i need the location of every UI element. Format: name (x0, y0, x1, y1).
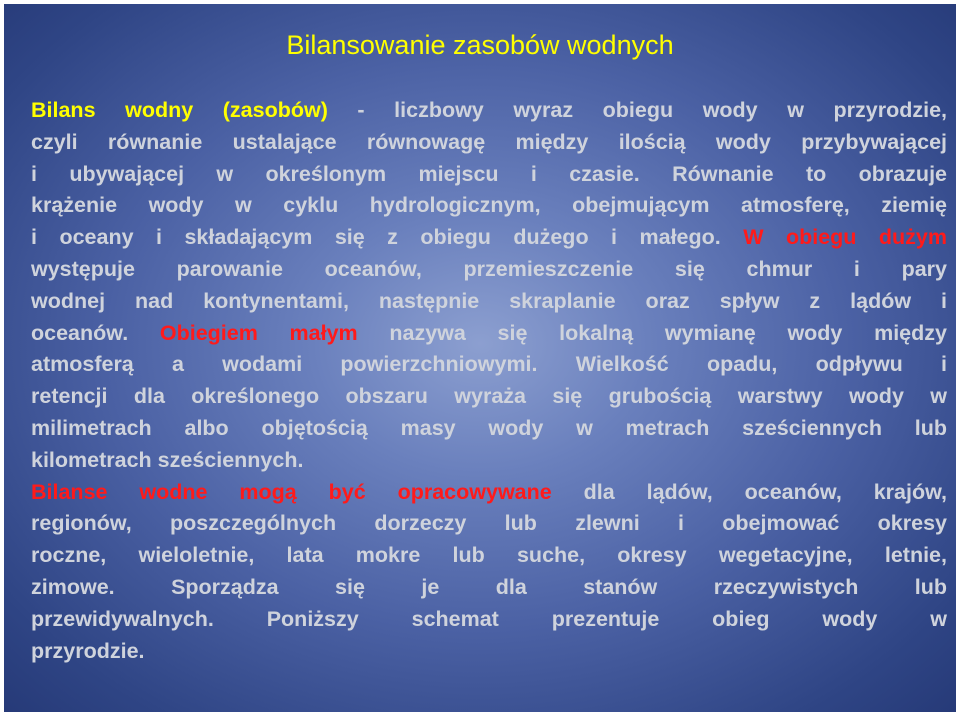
text-line (31, 95, 947, 127)
slide (4, 4, 956, 712)
highlighted-term: W obiegu dużym (743, 225, 948, 250)
text-span: nazywa się lokalną wymianę wody między (357, 320, 947, 345)
text-line (31, 222, 947, 254)
text-line (31, 540, 947, 572)
text-line (31, 477, 947, 509)
text-span: przyrodzie. (31, 638, 145, 663)
text-line (31, 508, 947, 540)
highlighted-term: Bilanse wodne mogą być opracowywane (31, 479, 552, 504)
text-span: retencji dla określonego obszaru wyraża się grubością warstwy wody w (31, 384, 947, 409)
text-span: występuje parowanie oceanów, przemieszczenie się chmur i pary (31, 256, 947, 281)
highlighted-term: Bilans wodny (zasobów) (31, 98, 328, 122)
text-span: roczne, wieloletnie, lata mokre lub suche, okresy wegetacyjne, letnie, (31, 543, 947, 568)
text-span: zimowe. Sporządza się je dla stanów rzeczywistych lub (31, 574, 947, 599)
highlighted-term: Obiegiem małym (159, 320, 358, 345)
text-line (31, 445, 947, 477)
slide-body-text (31, 95, 947, 667)
text-line (31, 286, 947, 318)
text-span: kilometrach sześciennych. (31, 447, 304, 472)
text-line (31, 159, 947, 191)
text-span: czyli równanie ustalające równowagę między ilością wody przybywającej (31, 129, 947, 154)
text-line (31, 190, 947, 222)
text-line (31, 604, 947, 636)
text-span: krążenie wody w cyklu hydrologicznym, obejmującym atmosferę, ziemię (31, 193, 947, 218)
text-line (31, 413, 947, 445)
text-line (31, 636, 947, 668)
text-span: oceanów. (31, 320, 160, 345)
text-line (31, 381, 947, 413)
text-line (31, 318, 947, 350)
text-span: regionów, poszczególnych dorzeczy lub zlewni i obejmować okresy (31, 511, 947, 536)
text-span: wodnej nad kontynentami, następnie skraplanie oraz spływ z lądów i (31, 288, 947, 313)
text-span: - liczbowy wyraz obiegu wody w przyrodzie, (327, 98, 947, 122)
text-span: milimetrach albo objętością masy wody w metrach sześciennych lub (31, 415, 947, 440)
text-line (31, 127, 947, 159)
text-span: przewidywalnych. Poniższy schemat prezentuje obieg wody w (31, 606, 947, 631)
text-span: i oceany i składającym się z obiegu dużego i małego. (31, 225, 744, 250)
text-line (31, 349, 947, 381)
text-span: atmosferą a wodami powierzchniowymi. Wielkość opadu, odpływu i (31, 352, 947, 377)
text-line (31, 254, 947, 286)
slide-title: Bilansowanie zasobów wodnych (286, 30, 674, 60)
text-span: i ubywającej w określonym miejscu i czasie. Równanie to obrazuje (31, 161, 947, 186)
text-line (31, 572, 947, 604)
text-span: dla lądów, oceanów, krajów, (551, 479, 947, 504)
